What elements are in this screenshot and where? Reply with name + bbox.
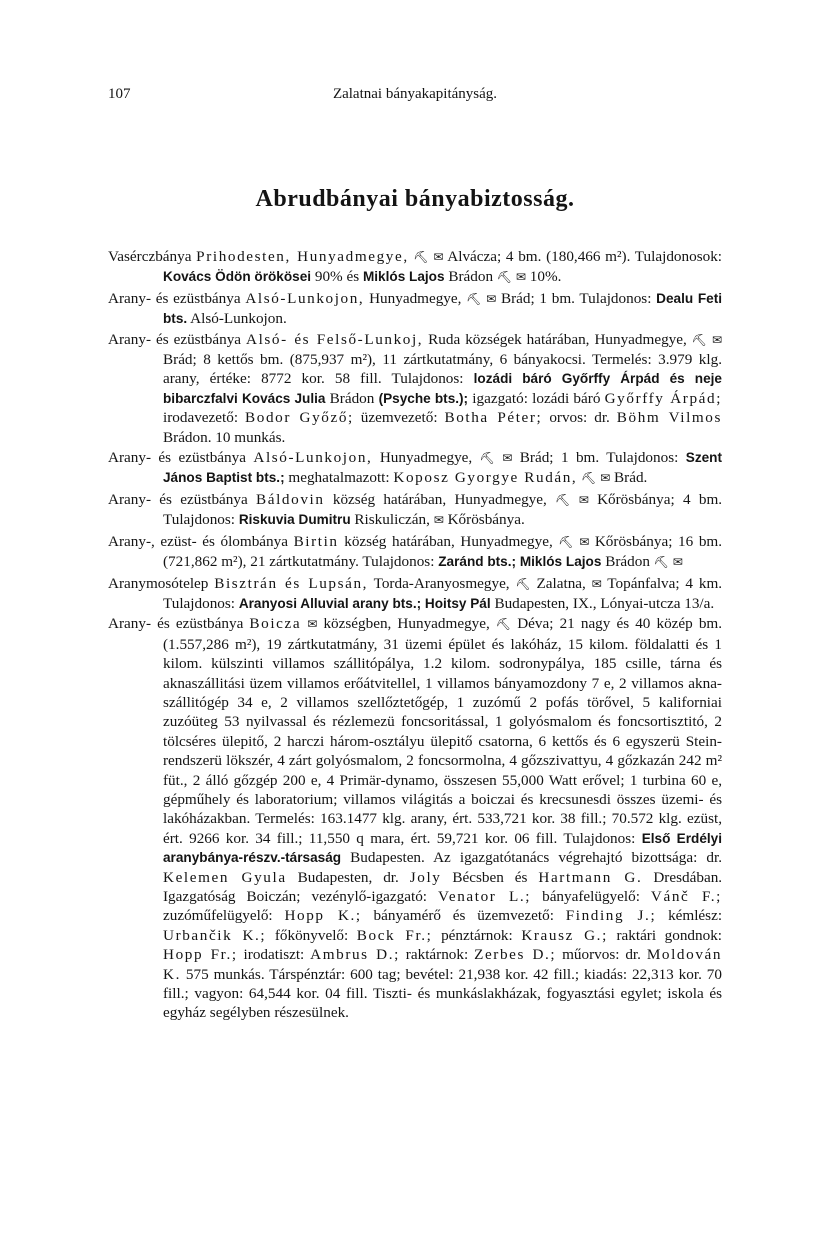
entry-person: Krausz G.; — [521, 926, 608, 944]
entry-text: Kőrösbánya; 4 bm. Tulajdonos: — [163, 490, 723, 529]
mine-office-icon: ⛏ — [495, 617, 512, 632]
entry-text: Brádon — [329, 389, 375, 407]
entry-text: Brád. — [614, 469, 648, 487]
section-title: Abrudbányai bányabiztosság. — [255, 186, 575, 212]
mine-office-icon: ⛏ — [653, 555, 669, 570]
entry-person: Bodor Győző; — [245, 409, 354, 427]
post-office-icon: ✉ — [486, 291, 497, 306]
entry-person: Venator L.; — [438, 888, 532, 905]
mine-entry — [108, 448, 722, 489]
mine-office-icon: ⛏ — [496, 270, 513, 285]
entry-text: Brád; 1 bm. Tulajdonos: — [519, 449, 679, 467]
entry-text: raktárnok: — [405, 946, 469, 964]
entry-text: Arany- és ezüstbánya — [108, 330, 242, 348]
entry-person: Koposz Gyorgye Rudán, — [393, 469, 578, 487]
entry-text: község határában, Hunyadmegye, — [332, 490, 547, 508]
entry-text: Alvácza; 4 bm. (180,466 m²). Tulajdonosok: — [447, 248, 723, 265]
entry-location: Alsó- és Felső-Lunkoj, — [246, 330, 424, 348]
page-number: 107 — [108, 86, 131, 102]
entry-person: Moldován K. — [163, 946, 723, 983]
entry-text: Brád; 1 bm. Tulajdonos: — [500, 289, 652, 307]
entry-text: Aranymosótelep — [108, 574, 209, 592]
entry-text: bányamérő és üzemvezető: — [373, 907, 554, 925]
entry-person: Hartmann G. — [538, 868, 643, 886]
entry-person: Vánč F.; — [650, 888, 722, 905]
entry-text: Torda-Aranyosmegye, — [373, 574, 510, 592]
entry-location: Alsó-Lunkojon, — [245, 289, 365, 307]
entry-text: zuzóműfelügyelő: — [163, 907, 273, 925]
mine-office-icon: ⛏ — [691, 332, 708, 347]
entry-person: Kelemen Gyula — [163, 868, 287, 886]
entry-text: meghatalmazott: — [288, 469, 390, 487]
mine-office-icon: ⛏ — [581, 471, 597, 486]
entry-person: Urbančik K.; — [163, 926, 267, 944]
entry-owner: Riskuvia Dumitru — [238, 512, 351, 528]
entry-text: kémlész: — [668, 907, 723, 925]
entry-person: Bock Fr.; — [356, 926, 433, 944]
post-office-icon: ✉ — [307, 617, 318, 632]
entry-text: Arany- és ezüstbánya — [108, 490, 248, 508]
mine-entry — [108, 330, 722, 447]
entry-person: Botha Péter; — [444, 409, 543, 427]
entry-text: Dresdában. Igazgatóság Boiczán; vezénylő-igazgató: — [163, 868, 723, 905]
entry-text: műorvos: dr. — [562, 946, 641, 964]
post-office-icon: ✉ — [672, 555, 683, 570]
entry-text: Arany-, ezüst- és ólombánya — [108, 532, 288, 550]
mine-entry — [108, 614, 722, 1023]
entry-text: község határában, Hunyadmegye, — [344, 532, 553, 550]
entry-person: Finding J.; — [565, 907, 657, 925]
entry-owner: Aranyosi Alluvial arany bts.; Hoitsy Pál — [238, 595, 491, 611]
entry-text: Budapesten, IX., Lónyai-utcza 13/a. — [494, 594, 715, 612]
entry-person: Hopp K.; — [284, 907, 362, 925]
post-office-icon: ✉ — [600, 471, 611, 486]
post-office-icon: ✉ — [578, 492, 589, 507]
entry-person: Győrffy Árpád; — [604, 389, 723, 407]
entry-text: Kőrösbánya; 16 bm. (721,862 m²), 21 zártkutatmány. Tulajdonos: — [163, 532, 723, 571]
running-head — [108, 86, 722, 108]
entry-owner: Szent János Baptist bts.; — [163, 450, 723, 486]
mine-entry — [108, 574, 722, 614]
entry-text: Arany- és ezüstbánya — [108, 615, 244, 633]
entry-text: raktári gondnok: — [616, 926, 723, 944]
entry-location: Báldovin — [256, 490, 325, 508]
entry-text: községben, Hunyadmegye, — [323, 615, 490, 633]
post-office-icon: ✉ — [515, 270, 526, 285]
mine-office-icon: ⛏ — [413, 250, 429, 264]
entry-company: (Psyche bts.); — [378, 390, 469, 406]
mine-entry — [108, 532, 722, 573]
entry-text: Alsó-Lunkojon. — [190, 310, 287, 328]
entry-text: irodatiszt: — [243, 946, 305, 964]
entry-text: bányafelügyelő: — [542, 888, 640, 905]
entry-owner: Dealu Feti bts. — [163, 290, 723, 327]
entry-text: üzemvezető: — [360, 409, 438, 427]
entry-text: Vasérczbánya — [108, 248, 192, 265]
entry-text: orvos: dr. — [549, 409, 610, 427]
entry-text: Brád; 8 kettős bm. (875,937 m²), 11 zártkutatmány, 6 bányakocsi. Termelés: 3.979 klg. arany, értéke: 8772 kor. 58 fill. Tulajdonos: — [163, 351, 722, 388]
entry-text: Topánfalva; 4 km. Tulajdonos: — [163, 574, 723, 612]
entry-text: Kőrösbánya. — [447, 511, 525, 529]
entry-location: Boicza — [249, 615, 302, 633]
mine-office-icon: ⛏ — [479, 451, 495, 466]
entry-text: Bécsben és — [452, 868, 528, 886]
entry-owner: Zaránd bts.; Miklós Lajos — [438, 554, 602, 570]
mine-office-icon: ⛏ — [555, 492, 571, 507]
entry-text: 90% és — [314, 268, 360, 286]
post-office-icon: ✉ — [502, 451, 513, 466]
entry-location: Alsó-Lunkojon, — [253, 449, 373, 467]
entry-text: igazgató: lozádi báró — [472, 389, 601, 407]
entry-location: Prihodesten, Hunyadmegye, — [196, 248, 409, 265]
entry-location: Birtin — [293, 532, 339, 550]
entry-text: Budapesten. Az igazgatótanács végrehajtó bizottsága: dr. — [350, 849, 722, 867]
entry-person: Ambrus D.; — [310, 946, 400, 964]
entry-owner: lozádi báró Győrffy Árpád és neje bibarczfalvi Kovács Julia — [163, 371, 722, 406]
entry-text: 575 munkás. Társpénztár: 600 tag; bevétel: 21,938 kor. 42 fill.; kiadás: 22,313 kor. 70 fill.; vagyon: 64,544 kor. 04 fill. Tiszti- és munkáslakházak, fogyasztási egylet; iskola és egyház segélyben részesülnek. — [163, 965, 722, 1022]
entry-text: pénztárnok: — [441, 926, 513, 944]
entry-text: Brádon — [448, 268, 494, 286]
entry-owner: Első Erdélyi aranybánya-részv.-társaság — [163, 830, 723, 866]
entry-text: Hunyadmegye, — [379, 449, 473, 467]
post-office-icon: ✉ — [433, 250, 444, 264]
entry-person: Zerbes D.; — [474, 946, 557, 964]
entry-text: főkönyvelő: — [274, 926, 349, 944]
post-office-icon: ✉ — [579, 534, 590, 549]
entry-location: Bisztrán és Lupsán, — [214, 574, 369, 592]
entry-text: Arany- és ezüstbánya — [108, 449, 246, 467]
entry-text: irodavezető: — [163, 409, 239, 427]
entry-text: Zalatna, — [536, 574, 586, 592]
running-title: Zalatnai bányakapitányság. — [332, 86, 498, 102]
entry-text: Hunyadmegye, — [369, 289, 462, 307]
mine-entries — [108, 247, 722, 1023]
entry-text: Déva; 21 nagy és 40 közép bm. (1.557,286 m²), 19 zártkutatmány, 31 üzemi épület és lakóház, 15 kilom. földalatti és 1 kilom. külszinti villamos szállitópálya, 1.2 kilom. sodronypálya, 185 csille, tárna és aknaszállitási üzem villamos erőátvitellel, 1 villamos bányamozdony 7 e, 2 villamos akna-szállitógép 34 e, 2 villamos szellőztetőgép, 1 zuzómű 2 pofás törővel, 5 kaliforniai zuzóüteg 53 nyilvassal és rézlemezü foncsoritással, 1 golyósmalom és foncsortisztitó, 2 tölcséres ülepitő, 2 harczi három-osztályu ülepitő csatorna, 6 kettős és 6 egyszerü Stein-rendszerü lökszér, 4 zárt golyósmalom, 2 foncsormolna, 4 gőzszivattyu, 4 gőzkazán 242 m² füt., 2 álló gőzgép 200 e, 4 Primär-dynamo, összesen 55,000 Watt erővel; 1 turbina 60 e, gépműhely és laboratorium; villamos világitás a boiczai és krecsunesdi összes üzemi- és lakóházakban. Termelés: 163.1477 klg. arany, ért. 533,721 kor. 38 fill.; 70.572 klg. ezüst, ért. 9266 kor. 34 fill.; 11,550 q mara, ért. 59,721 kor. 06 fill. Tulajdonos: — [163, 615, 723, 847]
entry-text: Riskuliczán, — [354, 511, 430, 529]
mine-office-icon: ⛏ — [558, 534, 574, 549]
entry-owner: Miklós Lajos — [362, 269, 445, 285]
post-office-icon: ✉ — [591, 576, 602, 591]
entry-owner: Kovács Ödön örökösei — [163, 269, 312, 285]
post-office-icon: ✉ — [711, 332, 723, 347]
entry-text: Arany- és ezüstbánya — [108, 289, 241, 307]
mine-office-icon: ⛏ — [515, 576, 531, 591]
entry-text: Ruda községek határában, Hunyadmegye, — [428, 330, 687, 348]
mine-entry — [108, 289, 722, 329]
entry-person: Böhm Vilmos — [616, 409, 723, 427]
mine-office-icon: ⛏ — [466, 291, 482, 306]
entry-person: Joly — [409, 868, 442, 886]
entry-text: 10%. — [529, 268, 562, 286]
entry-text: Brádon. 10 munkás. — [163, 428, 286, 446]
entry-text: Brádon — [605, 553, 650, 571]
mine-entry — [108, 247, 722, 288]
entry-text: Budapesten, dr. — [297, 868, 399, 886]
post-office-icon: ✉ — [433, 513, 444, 528]
mine-entry — [108, 490, 722, 531]
entry-person: Hopp Fr.; — [163, 946, 238, 964]
